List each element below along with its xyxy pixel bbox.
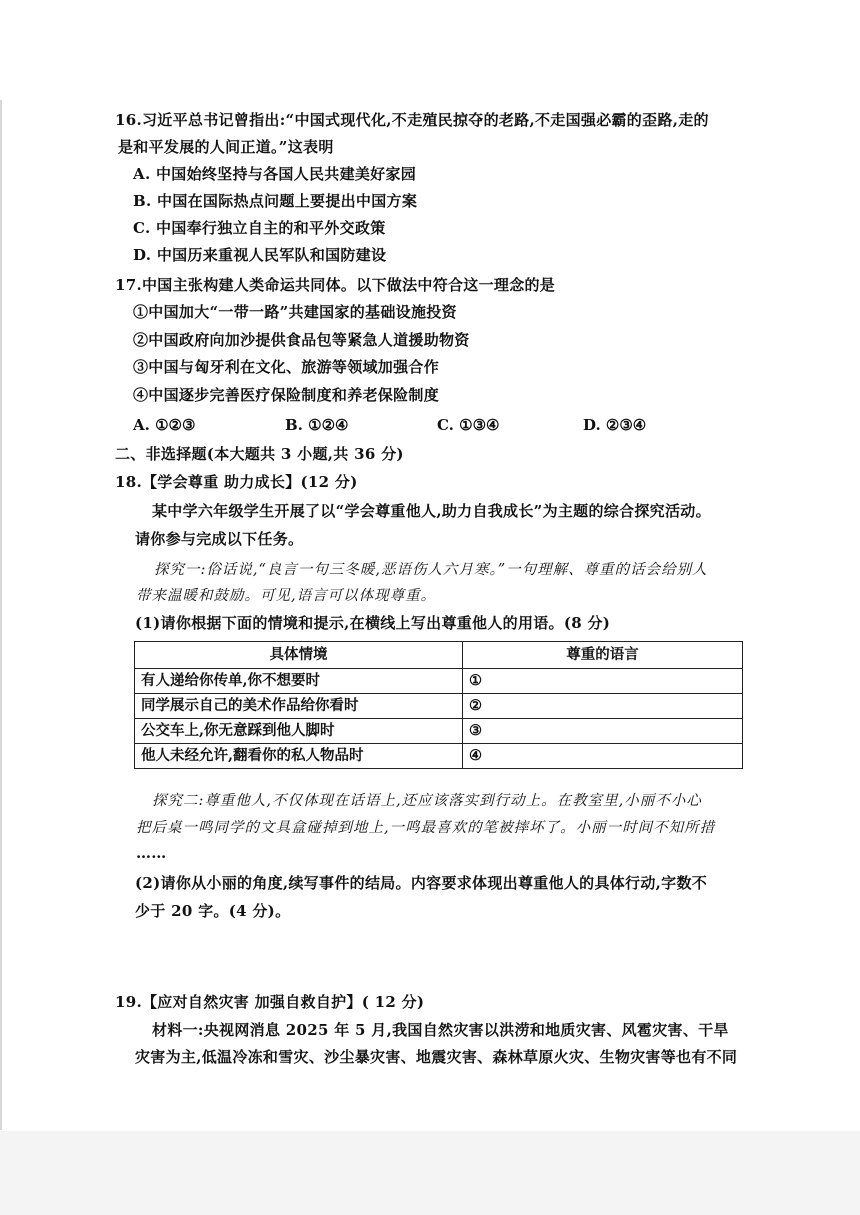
q18-explore2-line3: …… (136, 844, 167, 862)
respect-language-table (134, 641, 743, 769)
q18-intro-line1: 某中学六年级学生开展了以“学会尊重他人,助力自我成长”为主题的综合探究活动。 (152, 502, 711, 520)
table-cell-answer: ④ (463, 744, 743, 769)
q17-item-3: ③中国与匈牙利在文化、旅游等领域加强合作 (133, 358, 440, 376)
table-row (135, 669, 743, 694)
q17-choices (133, 416, 693, 436)
q18-sub1: (1)请你根据下面的情境和提示,在横线上写出尊重他人的用语。(8 分) (135, 614, 611, 632)
q17-stem: 17.中国主张构建人类命运共同体。以下做法中符合这一理念的是 (115, 276, 556, 294)
q18-explore1-line1: 探究一:俗话说,“良言一句三冬暖,恶语伤人六月寒。”一句理解、尊重的话会给别人 (154, 562, 708, 578)
table-header-row (135, 642, 743, 669)
table-header-language: 尊重的语言 (463, 642, 743, 669)
q18-explore2-line2: 把后桌一鸣同学的文具盒碰掉到地上,一鸣最喜欢的笔被摔坏了。小丽一时间不知所措 (136, 820, 716, 836)
q17-item-4: ④中国逐步完善医疗保险制度和养老保险制度 (133, 386, 440, 404)
q18-explore1-line2: 带来温暖和鼓励。可见,语言可以体现尊重。 (136, 588, 437, 604)
q19-material1-line1: 材料一:央视网消息 2025 年 5 月,我国自然灾害以洪涝和地质灾害、风雹灾害、干旱 (152, 1021, 729, 1039)
table-cell-answer: ③ (463, 719, 743, 744)
q19-title: 19.【应对自然灾害 加强自救自护】( 12 分) (115, 993, 425, 1011)
table-row (135, 744, 743, 769)
table-cell-answer: ② (463, 694, 743, 719)
q16-option-d: D. 中国历来重视人民军队和国防建设 (133, 246, 387, 264)
q17-choice-c: C. ①③④ (437, 416, 500, 434)
q19-material1-line2: 灾害为主,低温冷冻和雪灾、沙尘暴灾害、地震灾害、森林草原火灾、生物灾害等也有不同 (135, 1048, 738, 1066)
q18-intro-line2: 请你参与完成以下任务。 (135, 530, 304, 548)
table-cell-situation: 同学展示自己的美术作品给你看时 (135, 694, 463, 719)
q18-title: 18.【学会尊重 助力成长】(12 分) (115, 473, 358, 491)
section2-title: 二、非选择题(本大题共 3 小题,共 36 分) (115, 445, 404, 463)
q17-choice-b: B. ①②④ (285, 416, 349, 434)
table-row (135, 694, 743, 719)
scan-bottom-margin (0, 1131, 860, 1215)
table-cell-situation: 有人递给你传单,你不想要时 (135, 669, 463, 694)
scan-edge-left (0, 100, 2, 1130)
q18-sub2-line1: (2)请你从小丽的角度,续写事件的结局。内容要求体现出尊重他人的具体行动,字数不 (135, 874, 708, 892)
q17-item-2: ②中国政府向加沙提供食品包等紧急人道援助物资 (133, 331, 470, 349)
table-header-situation: 具体情境 (135, 642, 463, 669)
q16-option-a: A. 中国始终坚持与各国人民共建美好家园 (133, 165, 417, 183)
q18-explore2-line1: 探究二:尊重他人,不仅体现在话语上,还应该落实到行动上。在教室里,小丽不小心 (152, 793, 702, 809)
q16-option-c: C. 中国奉行独立自主的和平外交政策 (133, 219, 386, 237)
table-cell-situation: 公交车上,你无意踩到他人脚时 (135, 719, 463, 744)
q17-choice-a: A. ①②③ (133, 416, 196, 434)
table-cell-answer: ① (463, 669, 743, 694)
q16-option-b: B. 中国在国际热点问题上要提出中国方案 (133, 192, 418, 210)
q16-stem-line2: 是和平发展的人间正道。”这表明 (118, 138, 334, 156)
table-row (135, 719, 743, 744)
q18-sub2-line2: 少于 20 字。(4 分)。 (135, 902, 291, 920)
q17-choice-d: D. ②③④ (583, 416, 647, 434)
q17-item-1: ①中国加大“一带一路”共建国家的基础设施投资 (133, 303, 457, 321)
table-cell-situation: 他人未经允许,翻看你的私人物品时 (135, 744, 463, 769)
q16-stem-line1: 16.习近平总书记曾指出:“中国式现代化,不走殖民掠夺的老路,不走国强必霸的歪路,走的 (115, 111, 709, 129)
